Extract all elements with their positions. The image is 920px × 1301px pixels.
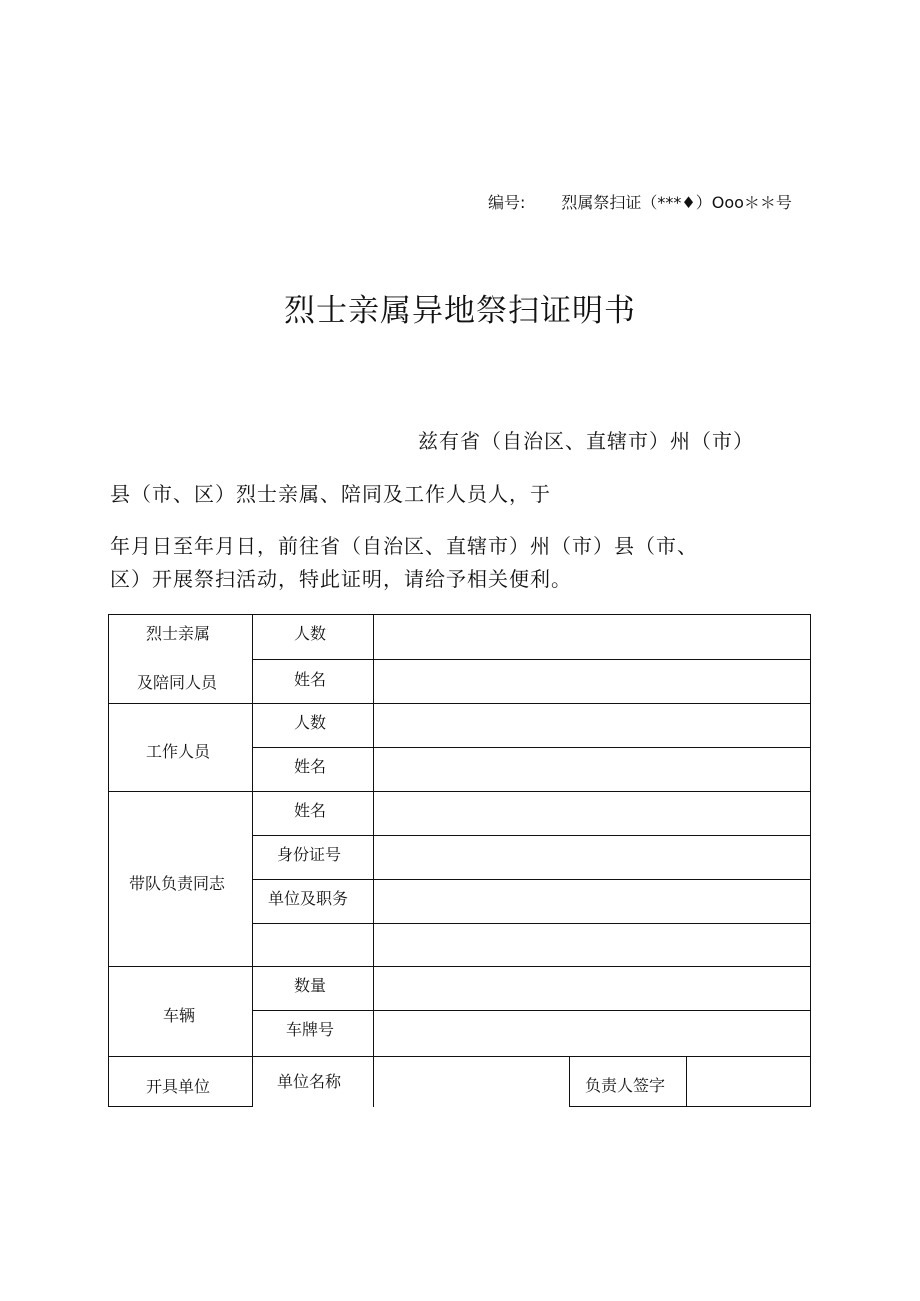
- serial-value: 烈属祭扫证（***♦）Ooo＊＊号: [561, 193, 792, 212]
- leader-label: 带队负责同志: [129, 874, 226, 893]
- issuer-label: 开具单位: [146, 1077, 211, 1096]
- table-rule: [569, 1106, 811, 1107]
- table-rule: [810, 614, 811, 1107]
- leader-id-label: 身份证号: [277, 845, 342, 864]
- info-table: [108, 614, 811, 1107]
- plate-number-label: 车牌号: [286, 1020, 335, 1039]
- body-line-4: 区）开展祭扫活动，特此证明，请给予相关便利。: [110, 567, 572, 591]
- table-rule: [569, 1056, 570, 1107]
- table-rule: [108, 614, 811, 615]
- table-rule: [108, 966, 811, 967]
- staff-label: 工作人员: [146, 742, 211, 761]
- table-rule: [686, 1056, 687, 1107]
- serial-label: 编号:: [488, 193, 526, 212]
- table-rule: [252, 747, 811, 748]
- table-rule: [252, 835, 811, 836]
- table-rule: [252, 923, 811, 924]
- relatives-name-label: 姓名: [294, 670, 327, 689]
- staff-name-label: 姓名: [294, 757, 327, 776]
- relatives-label-line1: 烈士亲属: [146, 624, 211, 643]
- signature-label: 负责人签字: [585, 1076, 666, 1095]
- relatives-count-label: 人数: [294, 624, 327, 643]
- page-title: 烈士亲属异地祭扫证明书: [284, 293, 636, 329]
- vehicles-label: 车辆: [163, 1006, 196, 1025]
- staff-count-label: 人数: [294, 713, 327, 732]
- vehicle-quantity-label: 数量: [294, 976, 327, 995]
- serial-number: [488, 190, 792, 213]
- body-line-1: 兹有省（自治区、直辖市）州（市）: [418, 429, 754, 453]
- table-rule: [252, 879, 811, 880]
- leader-unit-label: 单位及职务: [268, 889, 349, 908]
- relatives-label-line2: 及陪同人员: [137, 673, 218, 692]
- table-rule: [108, 1106, 252, 1107]
- leader-name-label: 姓名: [294, 801, 327, 820]
- table-rule: [108, 1056, 811, 1057]
- table-rule: [252, 659, 811, 660]
- unit-name-label: 单位名称: [277, 1072, 342, 1091]
- body-line-2: 县（市、区）烈士亲属、陪同及工作人员人，于: [110, 482, 551, 506]
- table-rule: [252, 614, 253, 1107]
- body-line-3: 年月日至年月日，前往省（自治区、直辖市）州（市）县（市、: [110, 534, 698, 558]
- table-rule: [373, 614, 374, 1107]
- table-rule: [108, 703, 811, 704]
- table-rule: [108, 614, 109, 1107]
- table-rule: [108, 791, 811, 792]
- table-rule: [252, 1010, 811, 1011]
